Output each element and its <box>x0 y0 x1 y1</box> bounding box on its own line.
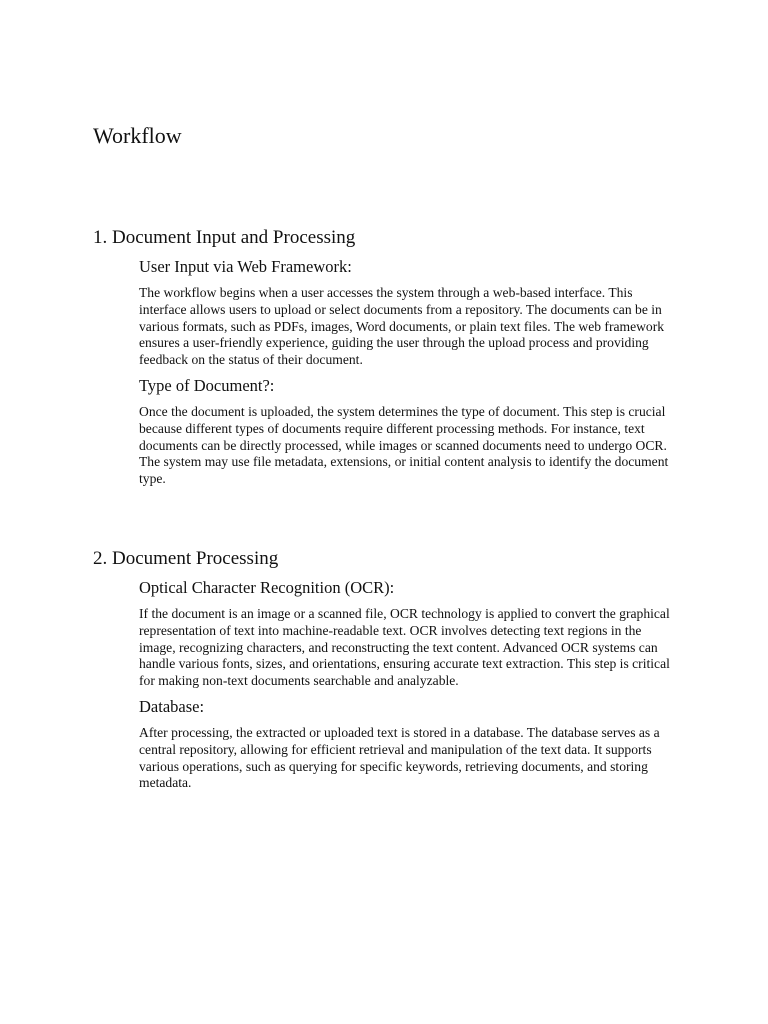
section-heading: 2. Document Processing <box>93 548 279 569</box>
section-document-input <box>93 226 693 494</box>
subsection-paragraph: Once the document is uploaded, the system determines the type of document. This step is crucial because different types of documents require different processing methods. For instance, text documents can be directly processed, while images or scanned documents need to undergo OCR. The system may use file metadata, extensions, or initial content analysis to identify the document type. <box>139 403 669 487</box>
subsection-ocr <box>139 577 679 690</box>
subsection-paragraph: The workflow begins when a user accesses the system through a web-based interface. This interface allows users to upload or select documents from a repository. The documents can be in various formats, such as PDFs, images, Word documents, or plain text files. The web framework ensures a user-friendly experience, guiding the user through the upload process and providing feedback on the status of their document. <box>139 285 665 368</box>
subsection-type-of-document <box>139 375 679 488</box>
subsection-user-input <box>139 256 679 369</box>
subsection-database <box>139 696 679 792</box>
subsection-heading: User Input via Web Framework: <box>139 257 352 276</box>
section-heading: 1. Document Input and Processing <box>93 227 356 248</box>
subsection-heading: Type of Document?: <box>139 375 275 395</box>
subsection-paragraph: If the document is an image or a scanned file, OCR technology is applied to convert the graphical representation of text into machine-readable text. OCR involves detecting text regions in the image, recognizing characters, and reconstructing the text content. Advanced OCR systems can handle various fonts, sizes, and orientations, ensuring accurate text extraction. This step is critical for making non-text documents searchable and analyzable. <box>139 606 670 689</box>
subsection-heading: Database: <box>139 696 205 716</box>
section-document-processing <box>93 547 693 798</box>
subsection-paragraph: After processing, the extracted or uploaded text is stored in a database. The database serves as a central repository, allowing for efficient retrieval and manipulation of the text data. It supports various operations, such as querying for specific keywords, retrieving documents, and storing metadata. <box>139 724 660 791</box>
document-title: Workflow <box>93 123 182 148</box>
subsection-heading: Optical Character Recognition (OCR): <box>139 578 395 597</box>
